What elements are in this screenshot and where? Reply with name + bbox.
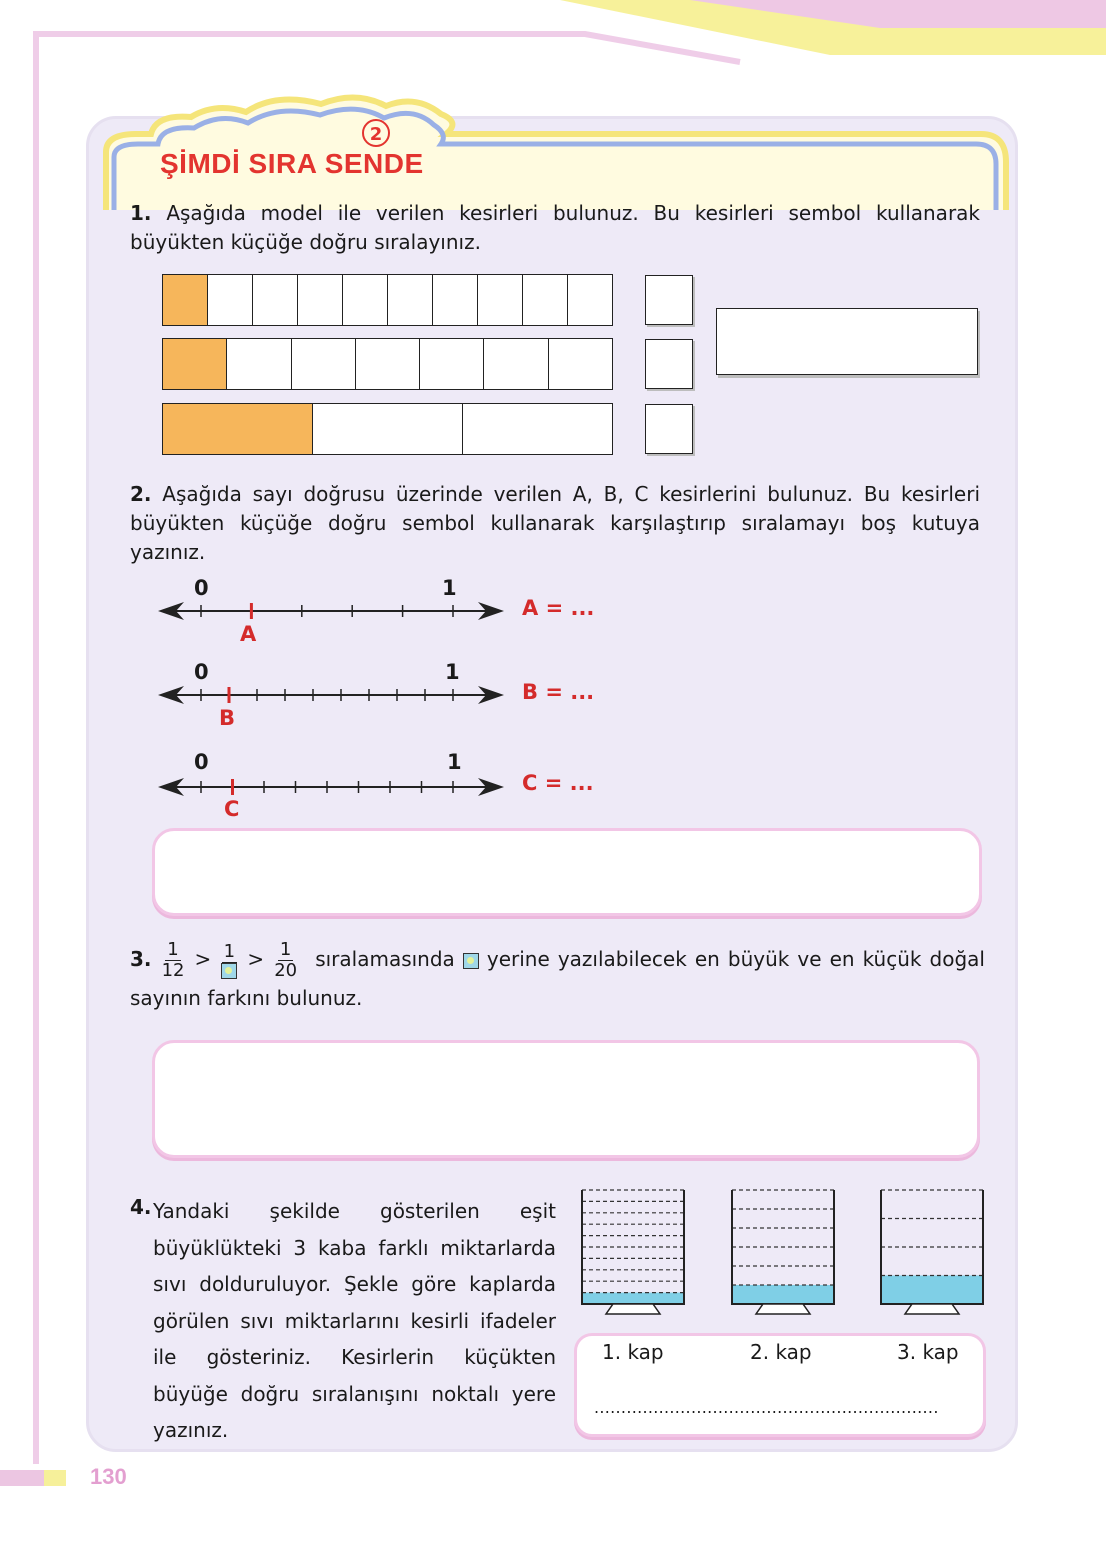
point-label-b: B <box>219 706 236 730</box>
page-number: 130 <box>90 1464 127 1489</box>
empty-part <box>478 275 523 325</box>
answer-b: B = ... <box>522 680 595 704</box>
footer-strip <box>44 1470 66 1486</box>
question-2 <box>130 480 980 567</box>
question-text-b: yerine yazılabilecek en büyük ve en küçük doğal sayının farkını bulunuz. <box>130 947 985 1010</box>
point-label-c: C <box>224 797 240 821</box>
container-label-1: 1. kap <box>602 1340 664 1364</box>
empty-part <box>227 339 291 389</box>
container-3 <box>877 1188 987 1324</box>
left-border <box>33 34 39 1464</box>
dotted-answer-line[interactable]: ................................................................ <box>594 1398 939 1417</box>
one-label: 1 <box>445 660 460 684</box>
question-number: 1. <box>130 201 152 225</box>
question-text: Aşağıda sayı doğrusu üzerinde verilen A, B, C kesirlerini bulunuz. Bu kesirleri büyükten küçüğe doğru sembol kullanarak karşılaştırıp sıralamayı boş kutuya yazınız. <box>130 482 981 564</box>
container-stand <box>905 1304 959 1314</box>
question-3 <box>130 940 985 1015</box>
shaded-part <box>163 339 227 389</box>
container-2 <box>728 1188 838 1324</box>
liquid <box>582 1293 684 1304</box>
footer-strip <box>0 1470 44 1486</box>
shaded-part <box>163 275 208 325</box>
page-title: ŞİMDİ SIRA SENDE <box>160 148 424 179</box>
fraction-model-3 <box>162 403 613 455</box>
page-decoration <box>0 0 1106 100</box>
fraction-1-20: $\frac{1}{20}$ <box>274 939 298 981</box>
point-label-a: A <box>240 622 257 646</box>
answer-a: A = ... <box>522 596 595 620</box>
empty-part <box>313 404 463 454</box>
container-stand <box>756 1304 810 1314</box>
answer-box-model-3[interactable] <box>645 404 693 454</box>
one-label: 1 <box>447 750 462 774</box>
question-number: 3. <box>130 947 152 971</box>
empty-part <box>356 339 420 389</box>
question-text-a: sıralamasında <box>315 947 455 971</box>
ordering-answer-box[interactable] <box>716 308 978 375</box>
empty-part <box>292 339 356 389</box>
empty-part <box>253 275 298 325</box>
answer-box-model-2[interactable] <box>645 339 693 389</box>
number-line-b <box>156 680 506 710</box>
empty-part <box>208 275 253 325</box>
answer-area-q2[interactable] <box>152 828 982 916</box>
fraction-1-12: $\frac{1}{12}$ <box>161 939 185 981</box>
liquid <box>732 1285 834 1304</box>
empty-part <box>298 275 343 325</box>
zero-label: 0 <box>194 750 209 774</box>
answer-c: C = ... <box>522 771 594 795</box>
empty-part <box>420 339 484 389</box>
greater-than: > <box>247 947 265 971</box>
question-number: 2. <box>130 482 152 506</box>
empty-part <box>388 275 433 325</box>
question-4-number: 4. <box>130 1195 152 1219</box>
empty-part <box>484 339 548 389</box>
shaded-part <box>163 404 313 454</box>
unknown-square-icon <box>463 953 479 969</box>
fraction-model-2 <box>162 338 613 390</box>
unknown-square-icon <box>221 963 237 979</box>
answer-box-model-1[interactable] <box>645 275 693 325</box>
liquid <box>881 1276 983 1305</box>
container-stand <box>606 1304 660 1314</box>
empty-part <box>549 339 612 389</box>
empty-part <box>523 275 568 325</box>
one-label: 1 <box>442 576 457 600</box>
zero-label: 0 <box>194 660 209 684</box>
empty-part <box>343 275 388 325</box>
fraction-model-1 <box>162 274 613 326</box>
empty-part <box>568 275 612 325</box>
container-label-2: 2. kap <box>750 1340 812 1364</box>
question-4-text: Yandaki şekilde gösterilen eşit büyüklükteki 3 kaba farklı miktarlarda sıvı dolduruluyor. Şekle göre kaplarda görülen sıvı miktarlarını kesirli ifadeler ile gösteriniz. Kesirlerin küçükten büyüğe doğru sıralanışını noktalı yere yazınız. <box>153 1199 556 1442</box>
number-line-a <box>156 596 506 626</box>
container-1 <box>578 1188 688 1324</box>
empty-part <box>463 404 612 454</box>
question-text: Aşağıda model ile verilen kesirleri bulunuz. Bu kesirleri sembol kullanarak büyükten küçüğe doğru sıralayınız. <box>130 201 980 254</box>
question-1 <box>130 199 980 257</box>
answer-area-q3[interactable] <box>152 1040 980 1158</box>
zero-label: 0 <box>194 576 209 600</box>
greater-than: > <box>194 947 212 971</box>
number-line-c <box>156 772 506 802</box>
badge-number: 2 <box>362 119 390 147</box>
empty-part <box>433 275 478 325</box>
fraction-unknown: 1 <box>221 942 237 979</box>
container-label-3: 3. kap <box>897 1340 959 1364</box>
